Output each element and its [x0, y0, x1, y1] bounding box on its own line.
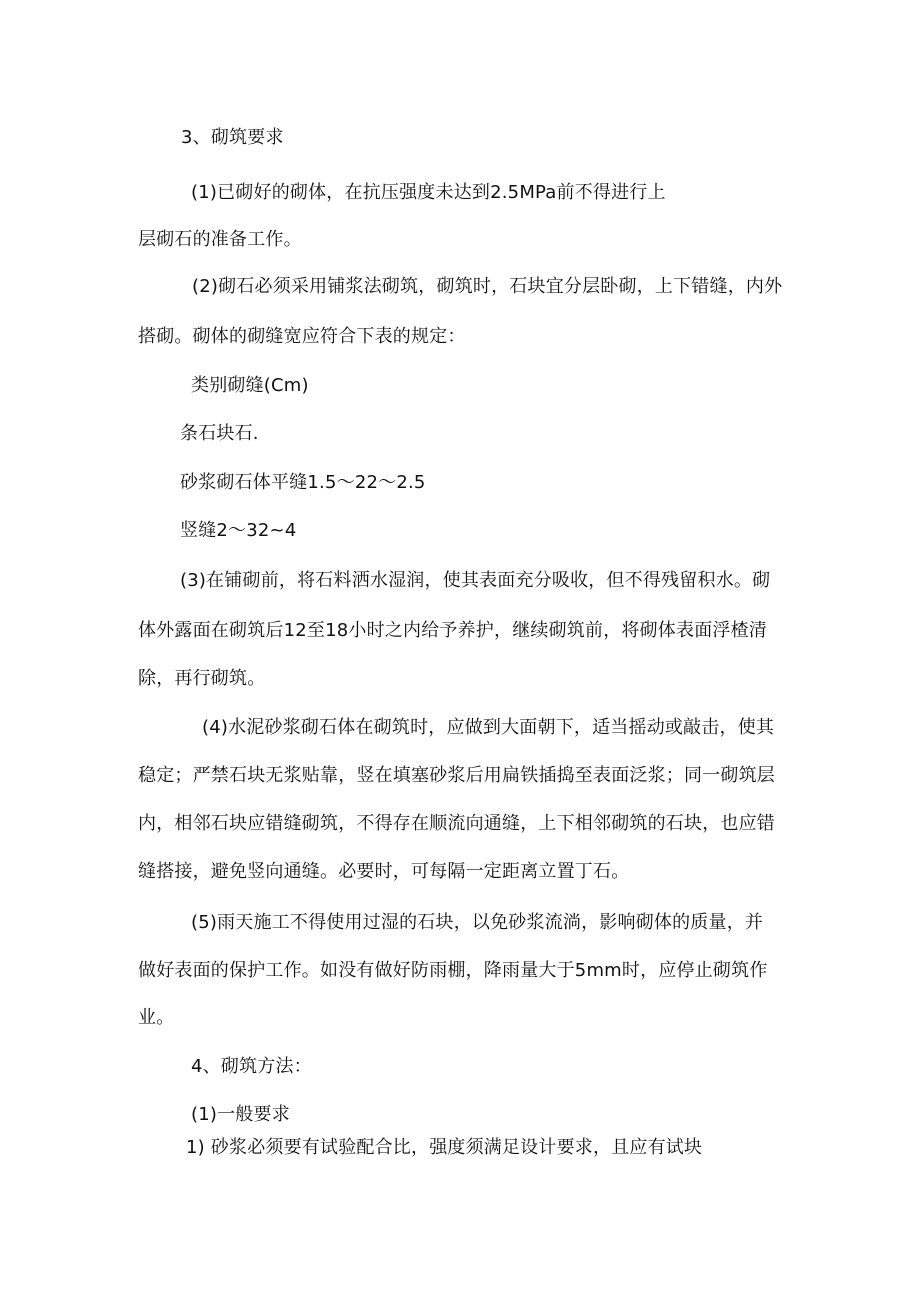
paragraph-line: 体外露面在砌筑后12至18小时之内给予养护，继续砌筑前，将砌体表面浮楂清 [138, 620, 768, 641]
subsection-heading: (1)一般要求 [191, 1104, 290, 1125]
paragraph-line: (1)已砌好的砌体，在抗压强度未达到2.5MPa前不得进行上 [191, 182, 666, 203]
paragraph-line: (3)在铺砌前，将石料洒水湿润，使其表面充分吸收，但不得残留积水。砌 [180, 570, 771, 591]
table-row-line: 竖缝2〜32~4 [180, 520, 297, 541]
table-header-line: 类别砌缝(Cm) [191, 375, 309, 396]
paragraph-line: (2)砌石必须采用铺浆法砌筑，砌筑时，石块宜分层卧砌，上下错缝，内外 [192, 276, 783, 297]
table-row-line: 砂浆砌石体平缝1.5〜22〜2.5 [180, 472, 426, 493]
paragraph-line: 除，再行砌筑。 [138, 668, 266, 689]
paragraph-line: 层砌石的准备工作。 [138, 229, 302, 250]
paragraph-line: 稳定；严禁石块无浆贴靠，竖在填塞砂浆后用扁铁插捣至表面泛浆；同一砌筑层 [138, 765, 775, 786]
paragraph-line: 缝搭接，避免竖向通缝。必要时，可每隔一定距离立置丁石。 [138, 861, 630, 882]
paragraph-line: 内，相邻石块应错缝砌筑，不得存在顺流向通缝，上下相邻砌筑的石块，也应错 [138, 813, 775, 834]
list-item-line: 1) 砂浆必须要有试验配合比，强度须满足设计要求，且应有试块 [186, 1137, 703, 1158]
table-row-line: 条石块石. [180, 423, 259, 444]
paragraph-line: 搭砌。砌体的砌缝宽应符合下表的规定： [138, 326, 466, 347]
section-heading-3: 3、砌筑要求 [181, 127, 284, 148]
paragraph-line: (4)水泥砂浆砌石体在砌筑时，应做到大面朝下，适当摇动或敲击，使其 [202, 717, 775, 738]
section-heading-4: 4、砌筑方法： [191, 1056, 312, 1077]
paragraph-line: 业。 [138, 1007, 175, 1028]
paragraph-line: (5)雨天施工不得使用过湿的石块，以免砂浆流淌，影响砌体的质量，并 [191, 912, 764, 933]
paragraph-line: 做好表面的保护工作。如没有做好防雨棚，降雨量大于5mm时，应停止砌筑作 [138, 960, 768, 981]
